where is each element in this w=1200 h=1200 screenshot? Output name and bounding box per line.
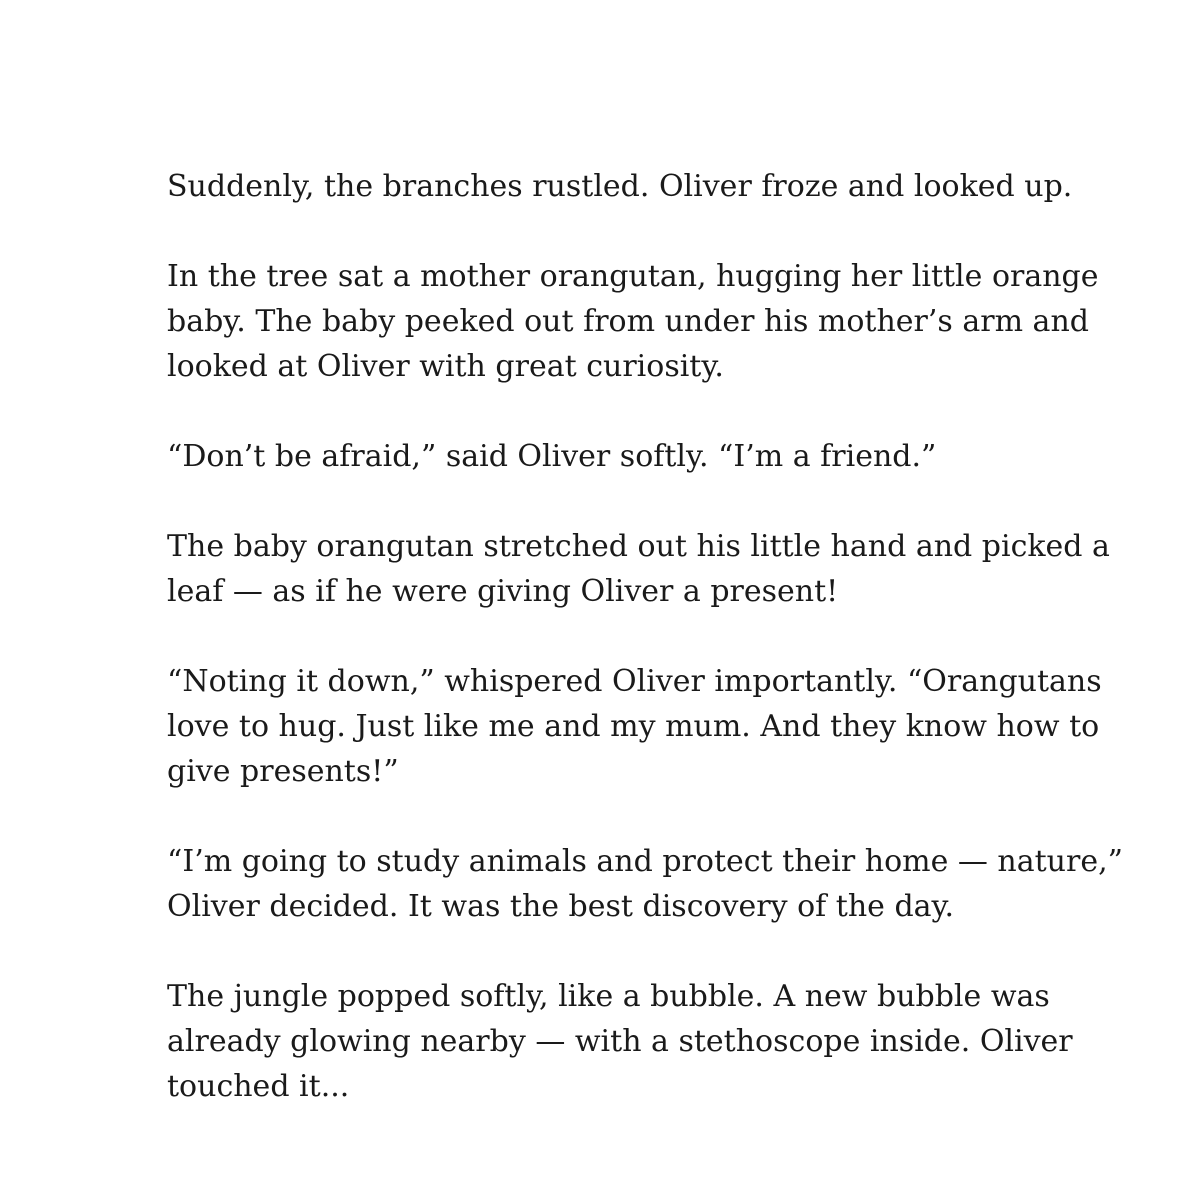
text-line: Suddenly, the branches rustled. Oliver froze and looked up.	[167, 169, 1073, 204]
paragraph-2	[167, 254, 1107, 389]
text-line: “Don’t be afraid,” said Oliver softly. “I’m a friend.”	[167, 439, 937, 474]
text-line: “Noting it down,” whispered Oliver importantly. “Orangutans	[167, 664, 1102, 699]
paragraph-5	[167, 659, 1107, 794]
paragraph-1	[167, 164, 1107, 209]
text-line: The jungle popped softly, like a bubble. A new bubble was	[167, 979, 1050, 1014]
text-line: leaf — as if he were giving Oliver a present!	[167, 574, 839, 609]
text-line: looked at Oliver with great curiosity.	[167, 349, 724, 384]
text-line: give presents!”	[167, 754, 399, 789]
story-text	[167, 164, 1123, 1154]
text-line: Oliver decided. It was the best discovery of the day.	[167, 889, 955, 924]
text-line: already glowing nearby — with a stethoscope inside. Oliver	[167, 1024, 1073, 1059]
paragraph-3	[167, 434, 1107, 479]
paragraph-6	[167, 839, 1123, 929]
text-line: In the tree sat a mother orangutan, hugging her little orange	[167, 259, 1099, 294]
text-line: The baby orangutan stretched out his little hand and picked a	[167, 529, 1110, 564]
paragraph-4	[167, 524, 1110, 614]
paragraph-7	[167, 974, 1107, 1109]
text-line: touched it...	[167, 1069, 350, 1104]
text-line: “I’m going to study animals and protect their home — nature,”	[167, 844, 1123, 879]
text-line: baby. The baby peeked out from under his mother’s arm and	[167, 304, 1089, 339]
text-line: love to hug. Just like me and my mum. And they know how to	[167, 709, 1100, 744]
